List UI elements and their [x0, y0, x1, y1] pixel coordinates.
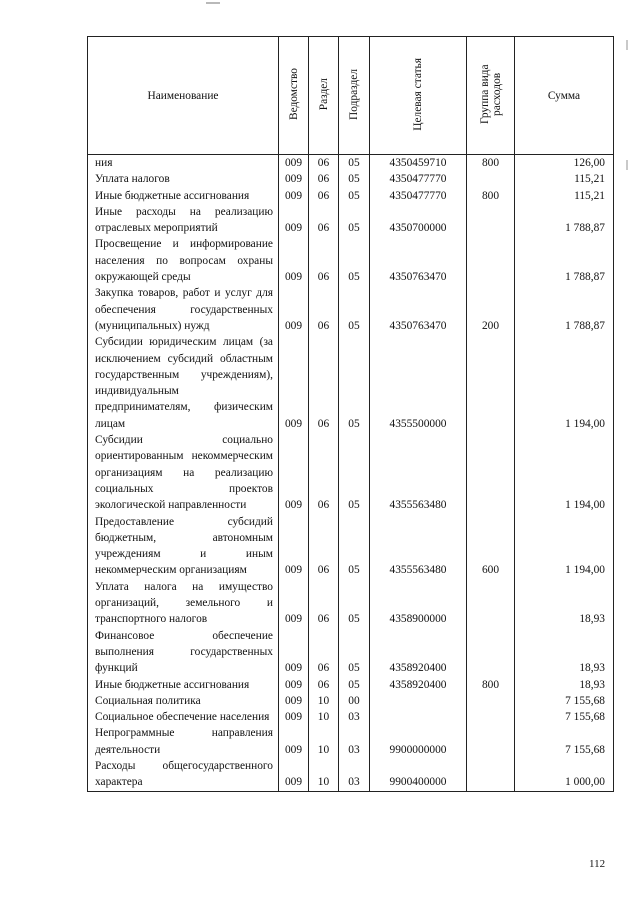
- row-summa: 7 155,68: [515, 725, 614, 758]
- row-gruppa: [467, 758, 515, 791]
- row-podrazdel: 05: [339, 514, 370, 579]
- row-summa: 7 155,68: [515, 693, 614, 709]
- header-gruppa-vida-rashodov: Группа вида расходов: [467, 37, 515, 155]
- row-razdel: 10: [309, 725, 339, 758]
- row-podrazdel: 05: [339, 236, 370, 285]
- row-name: Социальное обеспечение населения: [88, 709, 279, 725]
- scan-artifact: [206, 2, 220, 4]
- row-celevaya-statya: 4350477770: [370, 188, 467, 204]
- row-summa: 1 788,87: [515, 236, 614, 285]
- table-header-row: [88, 37, 614, 155]
- row-celevaya-statya: 4358920400: [370, 628, 467, 677]
- table-row: [88, 236, 614, 285]
- header-razdel: Раздел: [309, 37, 339, 155]
- budget-table: [87, 36, 614, 792]
- row-podrazdel: 00: [339, 693, 370, 709]
- row-podrazdel: 05: [339, 579, 370, 628]
- table-row: [88, 188, 614, 204]
- row-razdel: 06: [309, 579, 339, 628]
- row-razdel: 06: [309, 204, 339, 237]
- row-vedomstvo: 009: [279, 677, 309, 693]
- table-row: [88, 709, 614, 725]
- row-name: Финансовое обеспечение выполнения государственных функций: [88, 628, 279, 677]
- row-summa: 1 194,00: [515, 514, 614, 579]
- row-summa: 18,93: [515, 628, 614, 677]
- row-razdel: 06: [309, 334, 339, 432]
- table-row: [88, 171, 614, 187]
- row-razdel: 10: [309, 709, 339, 725]
- row-name: Закупка товаров, работ и услуг для обеспечения государственных (муниципальных) нужд: [88, 285, 279, 334]
- row-vedomstvo: 009: [279, 188, 309, 204]
- row-celevaya-statya: 4358900000: [370, 579, 467, 628]
- table-row: [88, 693, 614, 709]
- table-row: [88, 514, 614, 579]
- row-podrazdel: 05: [339, 204, 370, 237]
- row-celevaya-statya: 9900400000: [370, 758, 467, 791]
- header-summa: Сумма: [515, 37, 614, 155]
- row-vedomstvo: 009: [279, 758, 309, 791]
- row-summa: 1 194,00: [515, 432, 614, 513]
- row-name: Предоставление субсидий бюджетным, автономным учреждениям и иным некоммерческим организациям: [88, 514, 279, 579]
- header-podrazdel: Подраздел: [339, 37, 370, 155]
- row-razdel: 06: [309, 171, 339, 187]
- table-row: [88, 725, 614, 758]
- row-summa: 1 788,87: [515, 285, 614, 334]
- row-summa: 18,93: [515, 677, 614, 693]
- row-vedomstvo: 009: [279, 579, 309, 628]
- row-name: Иные бюджетные ассигнования: [88, 677, 279, 693]
- row-vedomstvo: 009: [279, 155, 309, 172]
- row-gruppa: 800: [467, 188, 515, 204]
- row-vedomstvo: 009: [279, 628, 309, 677]
- table-row: [88, 432, 614, 513]
- row-podrazdel: 05: [339, 432, 370, 513]
- row-razdel: 06: [309, 628, 339, 677]
- row-celevaya-statya: 4350459710: [370, 155, 467, 172]
- row-celevaya-statya: 4350477770: [370, 171, 467, 187]
- row-vedomstvo: 009: [279, 693, 309, 709]
- row-podrazdel: 05: [339, 677, 370, 693]
- row-vedomstvo: 009: [279, 204, 309, 237]
- row-gruppa: 200: [467, 285, 515, 334]
- row-celevaya-statya: 4350763470: [370, 285, 467, 334]
- row-celevaya-statya: 4358920400: [370, 677, 467, 693]
- row-podrazdel: 05: [339, 628, 370, 677]
- row-celevaya-statya: 4355563480: [370, 514, 467, 579]
- row-summa: 1 788,87: [515, 204, 614, 237]
- row-name: Уплата налога на имущество организаций, земельного и транспортного налогов: [88, 579, 279, 628]
- table-row: [88, 579, 614, 628]
- row-celevaya-statya: 4350700000: [370, 204, 467, 237]
- row-summa: 18,93: [515, 579, 614, 628]
- table-row: [88, 204, 614, 237]
- row-gruppa: [467, 628, 515, 677]
- row-summa: 126,00: [515, 155, 614, 172]
- row-podrazdel: 05: [339, 334, 370, 432]
- row-podrazdel: 05: [339, 155, 370, 172]
- row-gruppa: [467, 709, 515, 725]
- row-summa: 115,21: [515, 188, 614, 204]
- row-razdel: 06: [309, 514, 339, 579]
- row-razdel: 10: [309, 693, 339, 709]
- row-razdel: 06: [309, 677, 339, 693]
- row-vedomstvo: 009: [279, 334, 309, 432]
- row-gruppa: [467, 204, 515, 237]
- row-name: Уплата налогов: [88, 171, 279, 187]
- row-podrazdel: 05: [339, 171, 370, 187]
- table-row: [88, 628, 614, 677]
- row-razdel: 10: [309, 758, 339, 791]
- row-podrazdel: 03: [339, 709, 370, 725]
- row-razdel: 06: [309, 188, 339, 204]
- row-vedomstvo: 009: [279, 285, 309, 334]
- row-razdel: 06: [309, 432, 339, 513]
- row-razdel: 06: [309, 285, 339, 334]
- table-row: [88, 677, 614, 693]
- row-gruppa: 800: [467, 677, 515, 693]
- row-razdel: 06: [309, 236, 339, 285]
- row-podrazdel: 03: [339, 758, 370, 791]
- row-summa: 115,21: [515, 171, 614, 187]
- row-gruppa: 800: [467, 155, 515, 172]
- row-name: Иные расходы на реализацию отраслевых мероприятий: [88, 204, 279, 237]
- row-vedomstvo: 009: [279, 709, 309, 725]
- row-podrazdel: 05: [339, 188, 370, 204]
- table-row: [88, 155, 614, 172]
- header-celevaya-statya: Целевая статья: [370, 37, 467, 155]
- row-name: ния: [88, 155, 279, 172]
- row-name: Социальная политика: [88, 693, 279, 709]
- header-name: Наименование: [88, 37, 279, 155]
- row-podrazdel: 05: [339, 285, 370, 334]
- row-celevaya-statya: 4350763470: [370, 236, 467, 285]
- row-vedomstvo: 009: [279, 171, 309, 187]
- row-gruppa: [467, 334, 515, 432]
- row-name: Просвещение и информирование населения по вопросам охраны окружающей среды: [88, 236, 279, 285]
- row-name: Субсидии юридическим лицам (за исключением субсидий областным государственным учреждениям), индивидуальным предпринимателям, физическим лицам: [88, 334, 279, 432]
- row-summa: 1 000,00: [515, 758, 614, 791]
- table-row: [88, 758, 614, 791]
- row-razdel: 06: [309, 155, 339, 172]
- row-celevaya-statya: 4355500000: [370, 334, 467, 432]
- row-name: Непрограммные направления деятельности: [88, 725, 279, 758]
- row-celevaya-statya: [370, 693, 467, 709]
- row-gruppa: [467, 693, 515, 709]
- row-podrazdel: 03: [339, 725, 370, 758]
- table-row: [88, 285, 614, 334]
- row-gruppa: [467, 725, 515, 758]
- row-gruppa: [467, 432, 515, 513]
- row-gruppa: [467, 236, 515, 285]
- row-celevaya-statya: [370, 709, 467, 725]
- row-name: Иные бюджетные ассигнования: [88, 188, 279, 204]
- scan-artifact: [626, 160, 628, 170]
- row-vedomstvo: 009: [279, 514, 309, 579]
- row-summa: 1 194,00: [515, 334, 614, 432]
- row-vedomstvo: 009: [279, 725, 309, 758]
- scan-artifact: [626, 40, 628, 50]
- row-summa: 7 155,68: [515, 709, 614, 725]
- row-name: Субсидии социально ориентированным некоммерческим организациям на реализацию социальных проектов экологической направленности: [88, 432, 279, 513]
- row-gruppa: [467, 579, 515, 628]
- row-celevaya-statya: 9900000000: [370, 725, 467, 758]
- table-row: [88, 334, 614, 432]
- row-vedomstvo: 009: [279, 432, 309, 513]
- row-name: Расходы общегосударственного характера: [88, 758, 279, 791]
- header-vedomstvo: Ведомство: [279, 37, 309, 155]
- row-gruppa: 600: [467, 514, 515, 579]
- page-number: 112: [589, 858, 606, 870]
- row-gruppa: [467, 171, 515, 187]
- row-celevaya-statya: 4355563480: [370, 432, 467, 513]
- row-vedomstvo: 009: [279, 236, 309, 285]
